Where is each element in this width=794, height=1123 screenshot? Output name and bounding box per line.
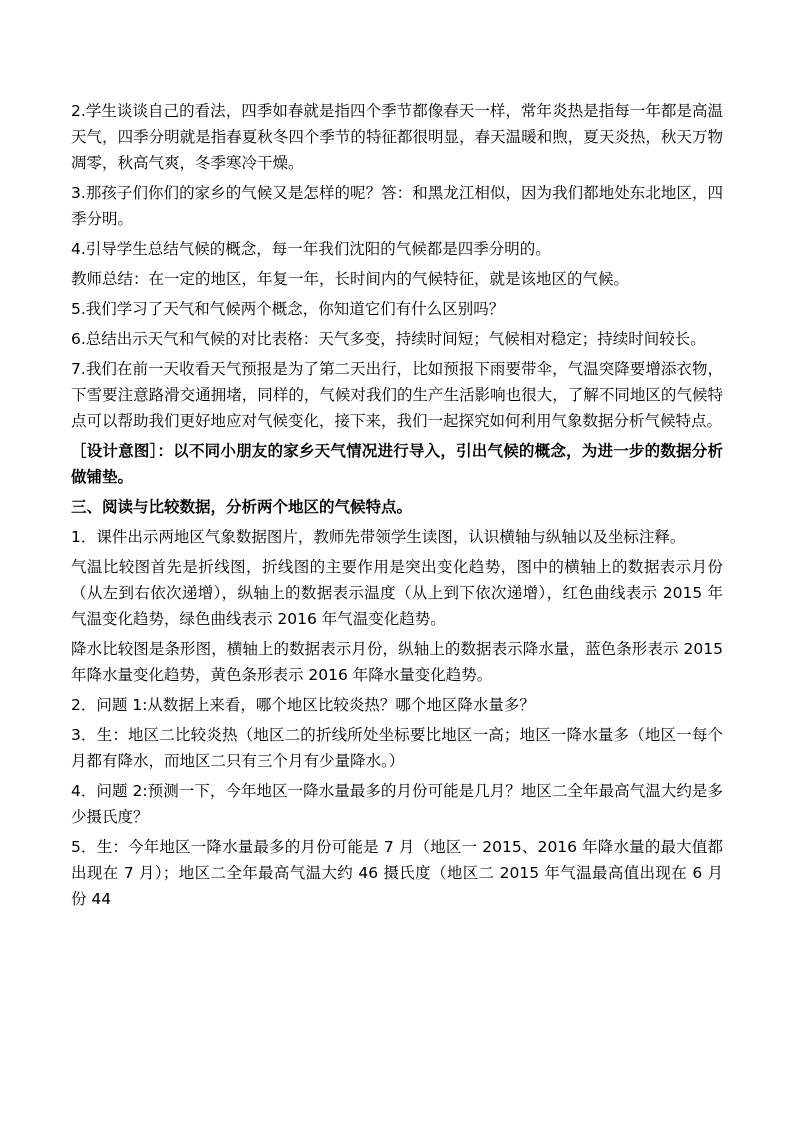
paragraph-forecast-intro: 7.我们在前一天收看天气预报是为了第二天出行，比如预报下雨要带伞，气温突降要增添衣物，下雪要注意路滑交通拥堵，同样的，气候对我们的生产生活影响也很大，了解不同地区的气候特点可以帮助我们更好地应对气候变化，接下来，我们一起探究如何利用气象数据分析气候特点。 (71, 360, 723, 430)
paragraph-courseware-charts: 1．课件出示两地区气象数据图片，教师先带领学生读图，认识横轴与纵轴以及坐标注释。 (71, 528, 686, 546)
paragraph-weather-vs-climate-question: 5.我们学习了天气和气候两个概念，你知道它们有什么区别吗？ (71, 300, 505, 318)
paragraph-teacher-summary: 教师总结：在一定的地区，年复一年，长时间内的气候特征，就是该地区的气候。 (71, 270, 630, 288)
section-heading-3: 三、阅读与比较数据，分析两个地区的气候特点。 (71, 498, 413, 516)
paragraph-student-answer-2: 5．生：今年地区一降水量最多的月份可能是 7 月（地区一 2015、2016 年降水量的最大值都出现在 7 月）；地区二全年最高气温大约 46 摄氏度（地区二 2015 年气温最高值出现在 6 月份 44 (71, 838, 723, 908)
paragraph-question-1: 2．问题 1:从数据上来看，哪个地区比较炎热？哪个地区降水量多？ (71, 696, 535, 714)
document-page (71, 98, 723, 916)
paragraph-student-views: 2.学生谈谈自己的看法，四季如春就是指四个季节都像春天一样，常年炎热是指每一年都是高温天气，四季分明就是指春夏秋冬四个季节的特征都很明显，春天温暖和煦，夏天炎热，秋天万物凋零，秋高气爽，冬季寒冷干燥。 (71, 102, 723, 172)
paragraph-design-intent: ［设计意图］：以不同小朋友的家乡天气情况进行导入，引出气候的概念，为进一步的数据分析做铺垫。 (71, 441, 723, 486)
paragraph-climate-concept: 4.引导学生总结气候的概念，每一年我们沈阳的气候都是四季分明的。 (71, 240, 551, 258)
paragraph-student-answer-1: 3．生：地区二比较炎热（地区二的折线所处坐标要比地区一高；地区一降水量多（地区一每个月都有降水，而地区二只有三个月有少量降水。） (71, 726, 723, 770)
paragraph-hometown-climate: 3.那孩子们你们的家乡的气候又是怎样的呢？答：和黑龙江相似，因为我们都地处东北地区，四季分明。 (71, 184, 723, 228)
paragraph-question-2: 4．问题 2:预测一下，今年地区一降水量最多的月份可能是几月？地区二全年最高气温大约是多少摄氏度？ (71, 782, 723, 826)
paragraph-temperature-chart: 气温比较图首先是折线图，折线图的主要作用是突出变化趋势，图中的横轴上的数据表示月份（从左到右依次递增），纵轴上的数据表示温度（从上到下依次递增），红色曲线表示 2015 年气温变化趋势，绿色曲线表示 2016 年气温变化趋势。 (71, 558, 723, 628)
paragraph-comparison-table: 6.总结出示天气和气候的对比表格：天气多变，持续时间短；气候相对稳定；持续时间较长。 (71, 330, 706, 348)
paragraph-precipitation-chart: 降水比较图是条形图，横轴上的数据表示月份，纵轴上的数据表示降水量，蓝色条形表示 2015 年降水量变化趋势，黄色条形表示 2016 年降水量变化趋势。 (71, 640, 723, 684)
